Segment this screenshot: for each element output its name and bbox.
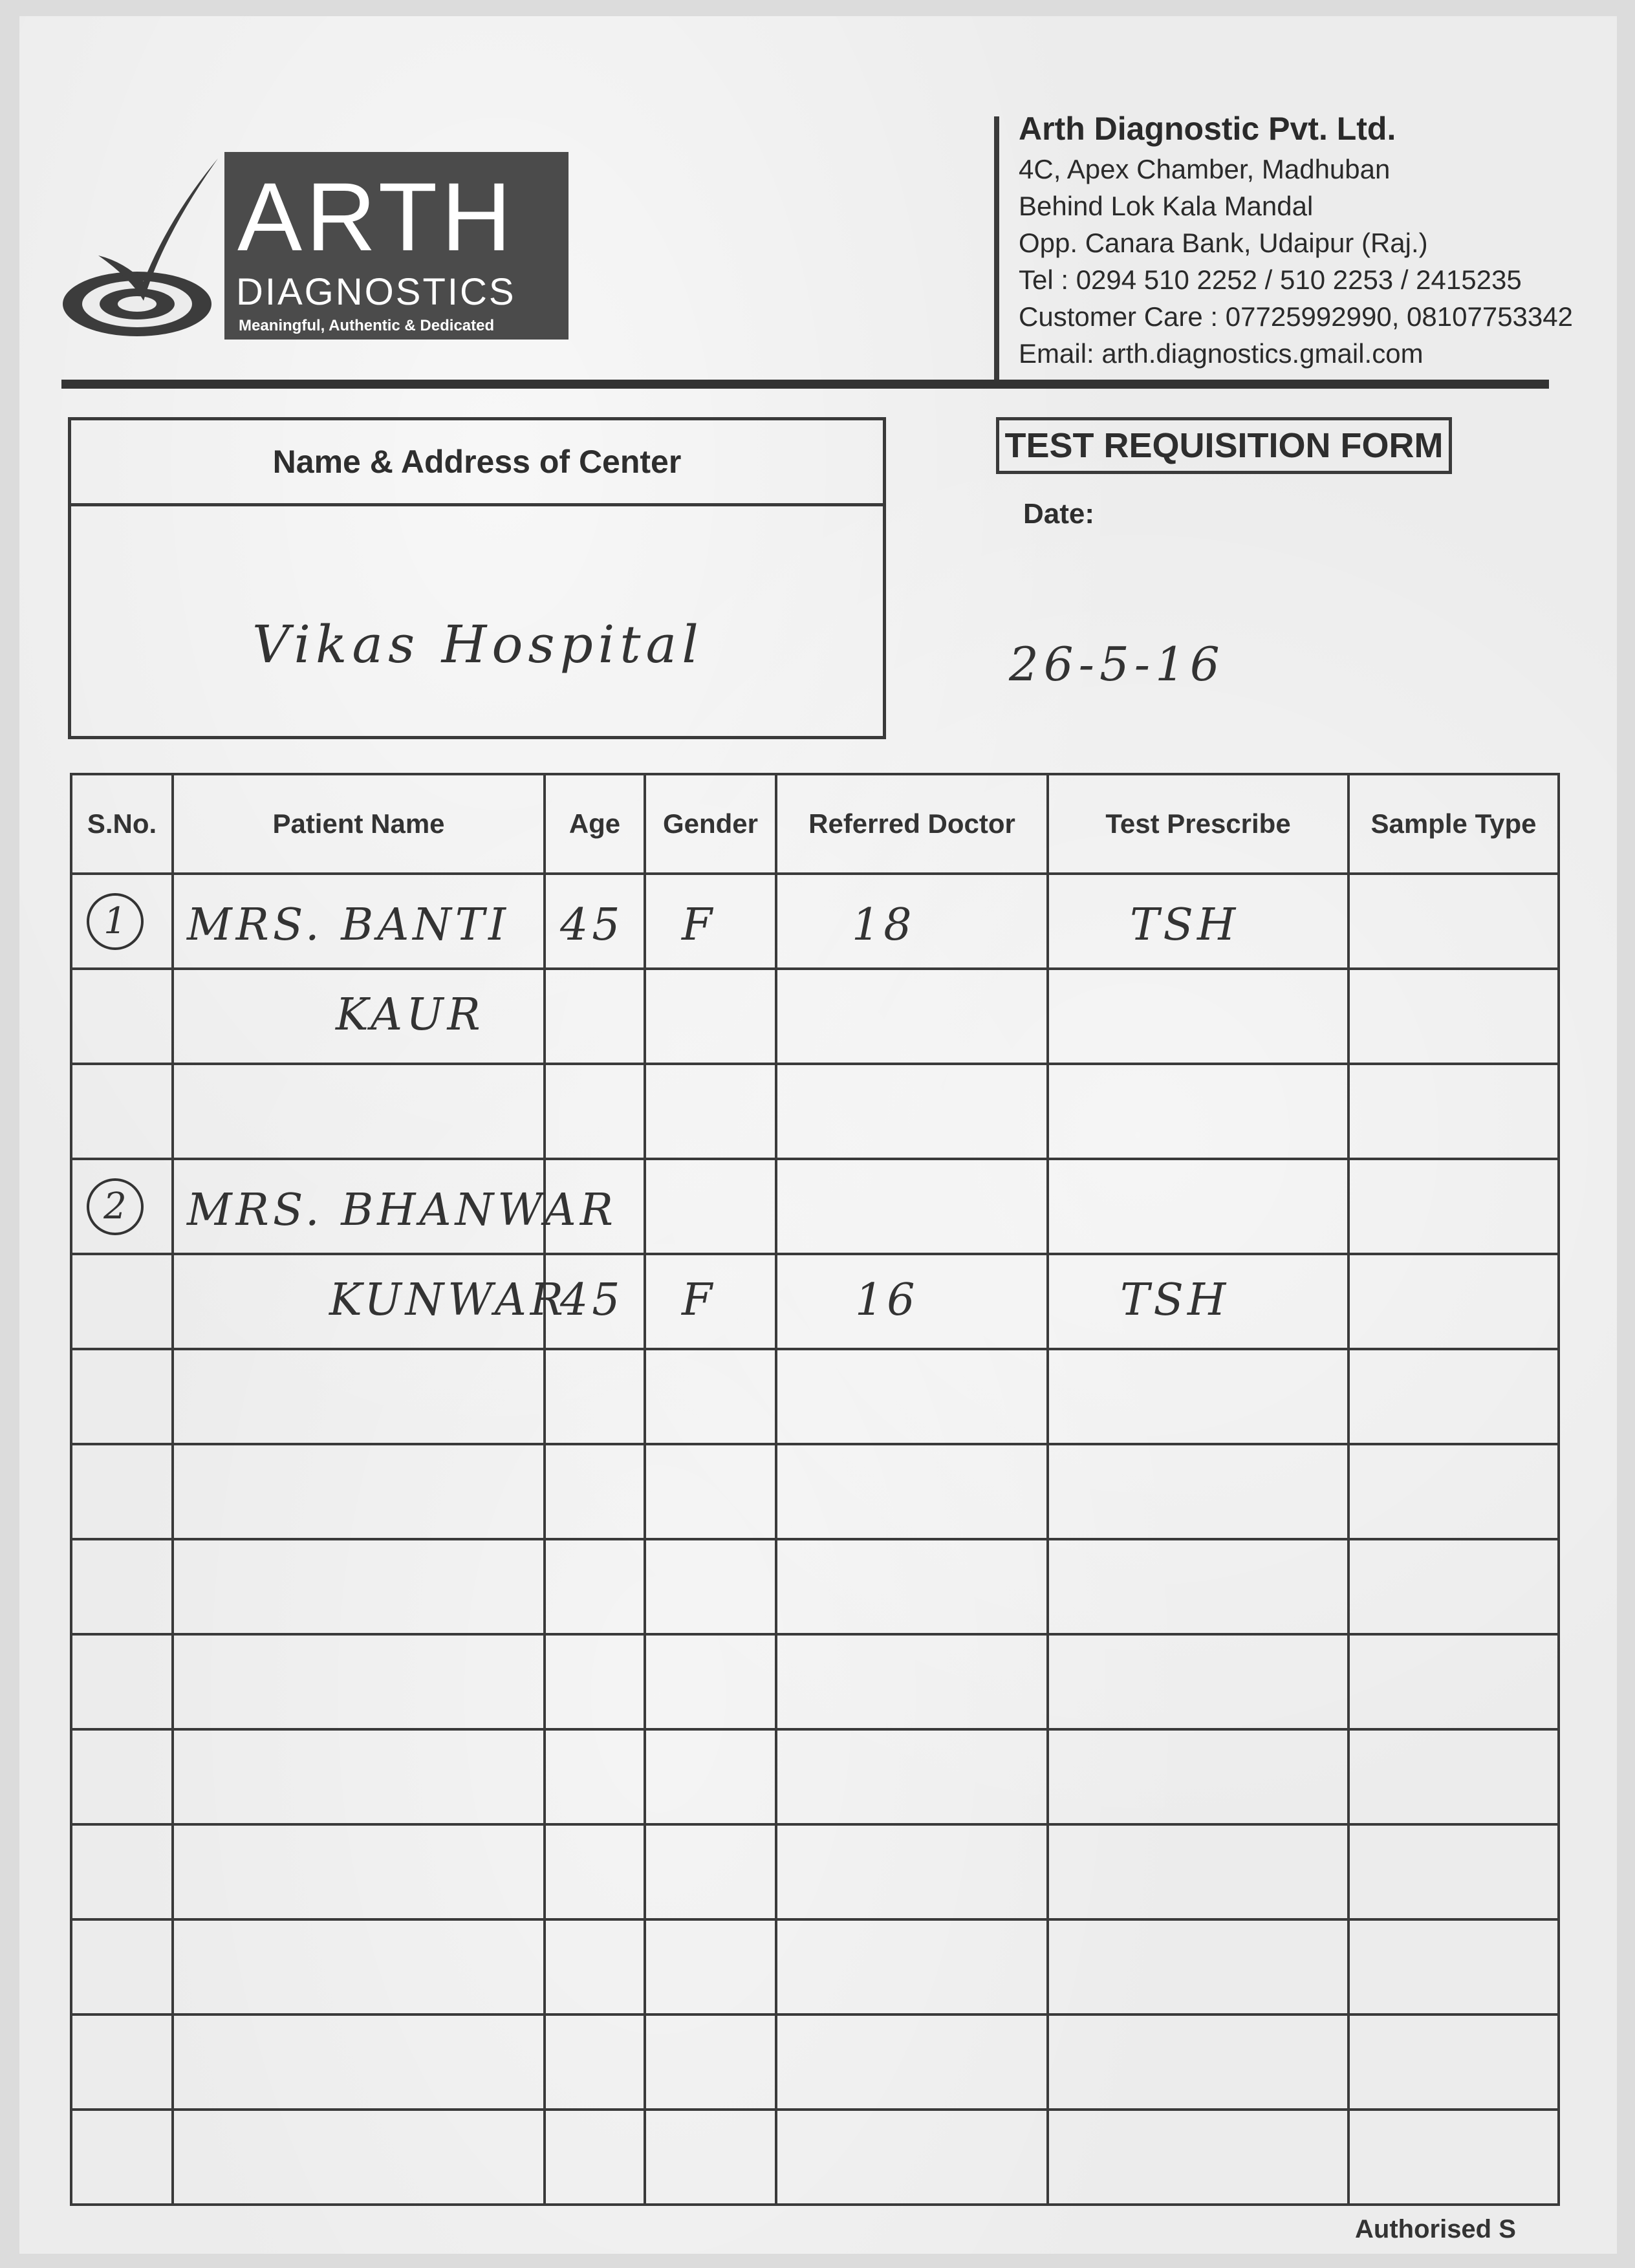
sno-cell <box>71 874 173 969</box>
table-row <box>71 1159 1559 1254</box>
date-label: Date: <box>1023 498 1095 530</box>
email-line: Email: arth.diagnostics.gmail.com <box>1019 338 1424 369</box>
logo-subtitle: DIAGNOSTICS <box>236 271 516 313</box>
sample-cell[interactable] <box>1348 1159 1559 1254</box>
table-row <box>71 1539 1559 1634</box>
table-row <box>71 1254 1559 1349</box>
patient-name-cell[interactable] <box>173 969 545 1064</box>
doctor-cell[interactable] <box>776 1159 1048 1254</box>
age-cell[interactable] <box>545 1159 645 1254</box>
table-row <box>71 969 1559 1064</box>
patient-name: MRS. BANTI <box>187 900 510 951</box>
header-patient-name: Patient Name <box>173 774 545 874</box>
patient-name-cell[interactable] <box>173 1159 617 1254</box>
header-sno: S.No. <box>71 774 173 874</box>
gender-cell[interactable] <box>645 1159 776 1254</box>
center-name-field[interactable]: Vikas Hospital <box>252 614 704 675</box>
center-heading: Name & Address of Center <box>71 420 883 506</box>
sample-cell[interactable] <box>1348 874 1559 969</box>
patient-name: MRS. BHANWAR <box>187 1185 617 1236</box>
patient-name-cell[interactable] <box>173 1254 567 1349</box>
gender-cell[interactable] <box>645 1254 776 1349</box>
table-row <box>71 1444 1559 1539</box>
header-divider <box>61 380 1549 389</box>
date-field[interactable]: 26-5-16 <box>1009 637 1225 691</box>
gender-value: F <box>682 1275 717 1326</box>
logo-title: ARTH <box>237 162 515 271</box>
logo-tagline: Meaningful, Authentic & Dedicated <box>239 317 495 334</box>
sample-cell[interactable] <box>1348 969 1559 1064</box>
patient-table <box>70 773 1560 2206</box>
patient-name-continued: KUNWAR <box>329 1275 567 1326</box>
age-cell[interactable] <box>545 969 645 1064</box>
address-line: 4C, Apex Chamber, Madhuban <box>1019 154 1391 184</box>
authorised-signatory-label: Authorised S <box>1355 2215 1516 2243</box>
test-cell[interactable] <box>1048 1254 1348 1349</box>
age-value: 45 <box>560 1275 624 1326</box>
table-row <box>71 1349 1559 1444</box>
table-row <box>71 1919 1559 2014</box>
table-row <box>71 1064 1559 1159</box>
header-test-prescribe: Test Prescribe <box>1048 774 1348 874</box>
table-row <box>71 2110 1559 2205</box>
doctor-cell[interactable] <box>776 1254 1048 1349</box>
company-name: Arth Diagnostic Pvt. Ltd. <box>1019 111 1396 147</box>
test-cell[interactable] <box>1048 1159 1348 1254</box>
table-row <box>71 1729 1559 1824</box>
address-line: Opp. Canara Bank, Udaipur (Raj.) <box>1019 228 1428 258</box>
sno-cell <box>71 1254 173 1349</box>
center-box <box>68 417 886 739</box>
table-row <box>71 2014 1559 2110</box>
gender-cell[interactable] <box>645 874 776 969</box>
test-value: TSH <box>1120 1275 1230 1326</box>
doctor-cell[interactable] <box>776 874 1048 969</box>
phone-line: Tel : 0294 510 2252 / 510 2253 / 2415235 <box>1019 265 1522 295</box>
test-cell[interactable] <box>1048 969 1348 1064</box>
company-address <box>1019 107 1601 372</box>
customer-care-line: Customer Care : 07725992990, 08107753342 <box>1019 301 1573 332</box>
address-divider <box>994 116 999 382</box>
age-cell[interactable] <box>545 874 645 969</box>
sno-cell <box>71 1159 173 1254</box>
table-row <box>71 874 1559 969</box>
address-line: Behind Lok Kala Mandal <box>1019 191 1314 221</box>
header-gender: Gender <box>645 774 776 874</box>
form-title: TEST REQUISITION FORM <box>996 417 1452 474</box>
sample-cell[interactable] <box>1348 1254 1559 1349</box>
doctor-value: 16 <box>855 1275 919 1326</box>
logo-wordmark <box>224 152 568 340</box>
gender-value: F <box>682 900 717 951</box>
table-row <box>71 1824 1559 1919</box>
gender-cell[interactable] <box>645 969 776 1064</box>
doctor-cell[interactable] <box>776 969 1048 1064</box>
arth-logo <box>60 146 577 352</box>
age-value: 45 <box>560 900 624 951</box>
patient-name-cell[interactable] <box>173 874 545 969</box>
serial-number: 1 <box>87 893 144 950</box>
header-sample-type: Sample Type <box>1348 774 1559 874</box>
table-row <box>71 1634 1559 1729</box>
header-referred-doctor: Referred Doctor <box>776 774 1048 874</box>
age-cell[interactable] <box>545 1254 645 1349</box>
patient-name-continued: KAUR <box>336 989 484 1041</box>
doctor-value: 18 <box>852 900 916 951</box>
test-value: TSH <box>1130 900 1240 951</box>
sno-cell <box>71 969 173 1064</box>
header-age: Age <box>545 774 645 874</box>
test-cell[interactable] <box>1048 874 1348 969</box>
table-header-row <box>71 774 1559 874</box>
serial-number: 2 <box>87 1178 144 1235</box>
